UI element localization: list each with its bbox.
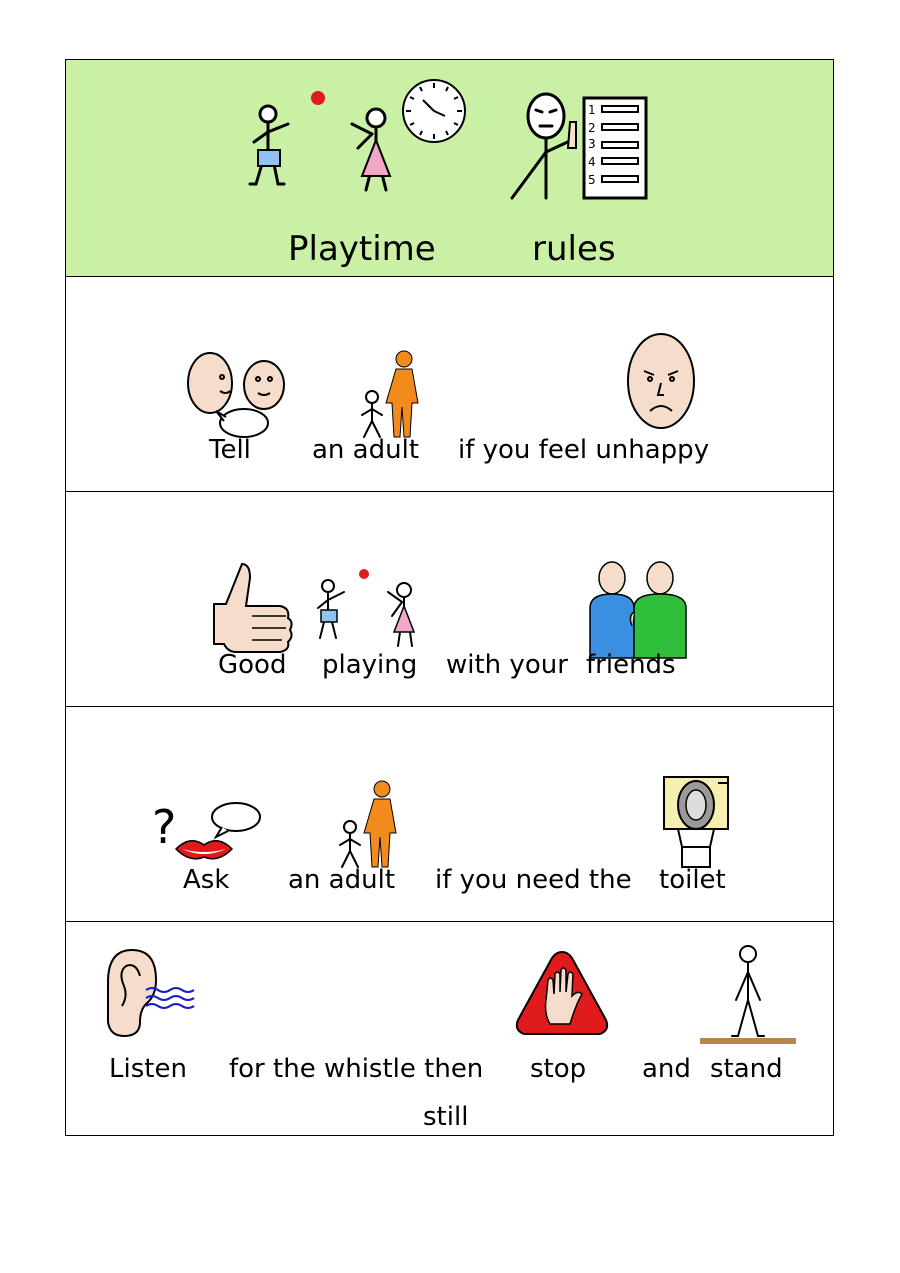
unhappy-face-icon	[626, 331, 696, 431]
rule2-word-good: Good	[218, 650, 287, 680]
rule4-word-still: still	[423, 1102, 469, 1132]
rule4-word-stop: stop	[530, 1054, 587, 1084]
title-word-playtime: Playtime	[288, 229, 436, 269]
thumbs-up-icon	[212, 560, 292, 658]
rule3-word-toilet: toilet	[659, 865, 726, 895]
svg-text:5: 5	[588, 173, 596, 187]
rule1-word-if-unhappy: if you feel unhappy	[458, 435, 710, 465]
svg-text:1: 1	[588, 103, 596, 117]
rule2-word-friends: friends	[586, 650, 676, 680]
playtime-rules-sheet	[65, 59, 834, 1136]
header-row	[66, 60, 833, 277]
rule4-word-and: and	[642, 1054, 691, 1084]
rule4-word-stand: stand	[710, 1054, 783, 1084]
rules-list-icon	[506, 92, 651, 204]
standing-still-icon	[700, 944, 798, 1044]
rule3-word-if-need-the: if you need the	[435, 865, 632, 895]
listening-ear-icon	[106, 946, 206, 1040]
asking-mouth-icon	[152, 793, 264, 865]
children-playing-icon	[248, 92, 388, 212]
rule-row-ask-adult	[66, 707, 833, 922]
svg-text:2: 2	[588, 121, 596, 135]
rule1-word-an-adult: an adult	[312, 435, 420, 465]
rule-row-tell-adult	[66, 277, 833, 492]
rule4-word-listen: Listen	[109, 1054, 187, 1084]
adult-child-icon-2	[334, 779, 404, 871]
svg-text:?: ?	[152, 800, 177, 854]
playing-children-icon	[316, 570, 421, 658]
rule1-word-tell: Tell	[209, 435, 251, 465]
title-word-rules: rules	[532, 229, 616, 269]
toilet-icon	[662, 775, 732, 871]
rule2-word-playing: playing	[322, 650, 418, 680]
stop-sign-icon	[514, 950, 610, 1036]
svg-text:3: 3	[588, 137, 596, 151]
rule-row-listen-whistle	[66, 922, 833, 1137]
rule3-word-ask: Ask	[183, 865, 230, 895]
svg-text:4: 4	[588, 155, 596, 169]
friends-icon	[584, 560, 690, 658]
rule4-word-for-whistle: for the whistle then	[229, 1054, 484, 1084]
adult-child-icon	[356, 349, 426, 441]
clock-icon	[401, 78, 467, 144]
rule2-word-with-your: with your	[446, 650, 568, 680]
rule3-word-an-adult: an adult	[288, 865, 396, 895]
talking-faces-icon	[182, 349, 292, 441]
rule-row-good-playing	[66, 492, 833, 707]
